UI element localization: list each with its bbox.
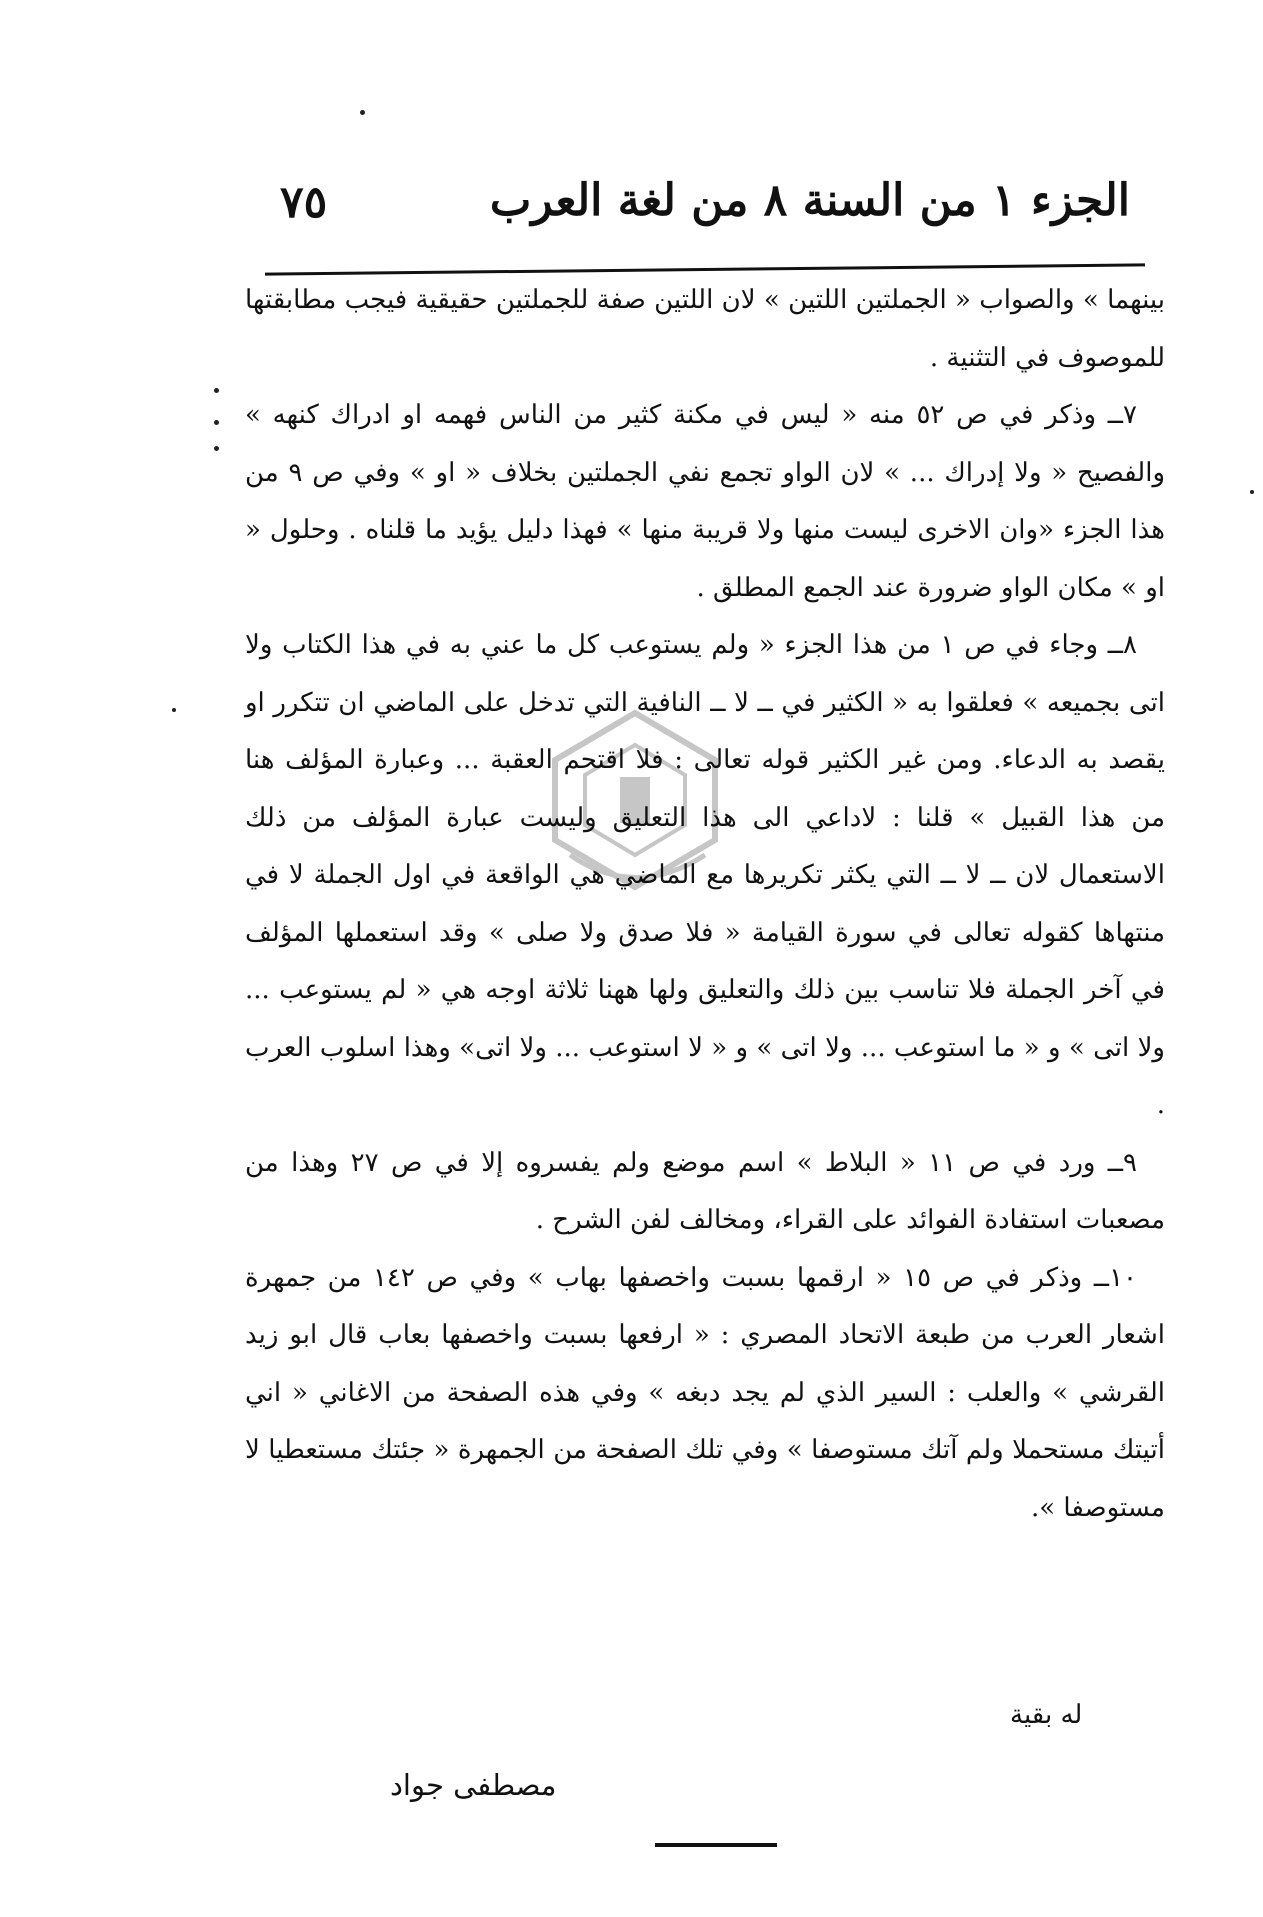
paragraph-item-7: ٧ــ وذكر في ص ٥٢ منه « ليس في مكنة كثير من الناس فهمه او ادراك كنهه » والفصيح « ولا إدراك ... » لان الواو تجمع نفي الجملتين بخلاف « او » وفي ص ٩ من هذا الجزء «وان الاخرى ليست منها ولا قريبة منها » فهذا دليل يؤيد ما قلناه . وحلول « او » مكان الواو ضرورة عند الجمع المطلق . xyxy=(245,400,1166,603)
paragraph-item-10: ١٠ــ وذكر في ص ١٥ « ارقمها بسبت واخصفها بهاب » وفي ص ١٤٢ من جمهرة اشعار العرب من طبعة الاتحاد المصري : « ارفعها بسبت واخصفها بعاب قال ابو زيد القرشي » والعلب : السير الذي لم يجد دبغه » وفي هذه الصفحة من الاغاني « اني أتيتك مستحملا ولم آتك مستوصفا » وفي تلك الصفحة من الجمهرة « جئتك مستعطيا لا مستوصفا ». xyxy=(245,1262,1165,1523)
running-title: الجزء ١ من السنة ٨ من لغة العرب xyxy=(489,175,1130,226)
margin-speck xyxy=(360,110,365,115)
page-number: ٧٥ xyxy=(280,177,328,228)
page-header xyxy=(280,175,1130,255)
margin-speck xyxy=(172,708,176,712)
paragraph-continuation: بينهما » والصواب « الجملتين اللتين » لان اللتين صفة للجملتين حقيقية فيجب مطابقتها للموصوف في التثنية . xyxy=(245,285,1165,373)
paragraph-item-9: ٩ــ ورد في ص ١١ « البلاط » اسم موضع ولم يفسروه إلا في ص ٢٧ وهذا من مصعبات استفادة الفوائد على القراء، ومخالف لفن الشرح . xyxy=(245,1147,1165,1235)
continued-note: له بقية xyxy=(1010,1700,1083,1730)
author-signature: مصطفى جواد xyxy=(390,1768,557,1802)
paragraph-item-8: ٨ــ وجاء في ص ١ من هذا الجزء « ولم يستوعب كل ما عني به في هذا الكتاب ولا اتى بجميعه » فعلقوا به « الكثير في ــ لا ــ النافية التي تدخل على الماضي ان تتكرر او يقصد به الدعاء. ومن غير الكثير قوله تعالى : فلا اقتحم العقبة ... وعبارة المؤلف هنا من هذا القبيل » قلنا : لاداعي الى هذا التعليق وليست عبارة المؤلف من ذلك الاستعمال لان ــ لا ــ التي يكثر تكريرها مع الماضي هي الواقعة في اول الجملة لا في منتهاها كقوله تعالى في سورة القيامة « فلا صدق ولا صلى » وقد استعملها المؤلف في آخر الجملة فلا تناسب بين ذلك والتعليق ولها ههنا ثلاثة اوجه هي « لم يستوعب ... ولا اتى » و « ما استوعب ... ولا اتى » و « لا استوعب ... ولا اتى» وهذا اسلوب العرب . xyxy=(245,630,1165,1120)
article-body xyxy=(245,272,1165,1537)
end-rule xyxy=(655,1843,777,1847)
margin-speck xyxy=(214,446,219,451)
margin-speck xyxy=(214,388,219,393)
margin-speck xyxy=(214,420,219,425)
margin-speck xyxy=(1250,490,1254,494)
